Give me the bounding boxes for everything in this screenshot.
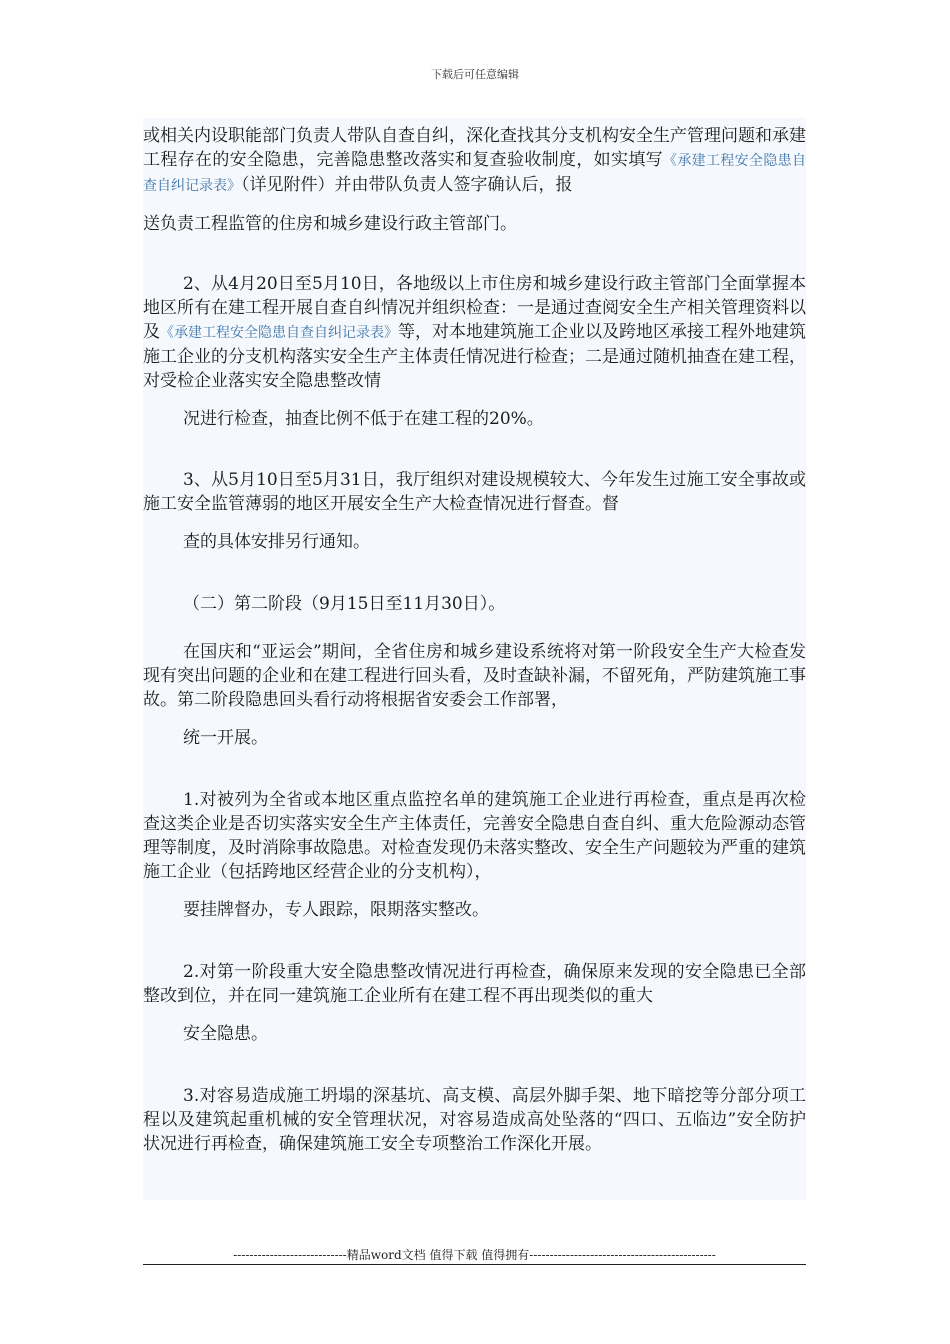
paragraph-8-text: 3.对容易造成施工坍塌的深基坑、高支模、高层外脚手架、地下暗挖等分部分项工程以及建筑起重机械的安全管理状况，对容易造成高处坠落的“四口、五临边”安全防护状况进行再检查，确保建筑施工安全专项整治工作深化开展。	[143, 1086, 806, 1154]
paragraph-7-text: 2.对第一阶段重大安全隐患整改情况进行再检查，确保原来发现的安全隐患已全部整改到位，并在同一建筑施工企业所有在建工程不再出现类似的重大	[143, 962, 806, 1006]
paragraph-2-last-line: 况进行检查，抽查比例不低于在建工程的20%。	[183, 409, 544, 429]
paragraph-1	[143, 124, 806, 236]
page-header: 下载后可任意编辑	[431, 68, 519, 81]
paragraph-5	[143, 640, 806, 750]
paragraph-5-last-line: 统一开展。	[183, 728, 268, 748]
paragraph-2-after-link: 等，对本地建筑施工企业以及跨地区承接工程外地建筑施工企业的分支机构落实安全生产主体责任情况进行检查；二是通过随机抽查在建工程，对受检企业落实安全隐患整改情	[143, 322, 806, 391]
paragraph-2-text: 2、从4月20日至5月10日，各地级以上市住房和城乡建设行政主管部门全面掌握本地区所有在建工程开展自查自纠情况并组织检查：一是通过查阅安全生产相关管理资料以及	[143, 274, 806, 342]
footer-divider	[143, 1264, 806, 1265]
section-heading-text: （二）第二阶段（9月15日至11月30日）。	[183, 594, 506, 614]
paragraph-3-last-line: 查的具体安排另行通知。	[183, 532, 370, 552]
record-form-link-2[interactable]: 《承建工程安全隐患自查自纠记录表》	[160, 325, 398, 341]
paragraph-7	[143, 960, 806, 1046]
paragraph-6-last-line: 要挂牌督办，专人跟踪，限期落实整改。	[183, 900, 489, 920]
paragraph-3-text: 3、从5月10日至5月31日，我厅组织对建设规模较大、今年发生过施工安全事故或施工安全监管薄弱的地区开展安全生产大检查情况进行督查。督	[143, 470, 806, 514]
paragraph-8	[143, 1084, 806, 1156]
paragraph-6-text: 1.对被列为全省或本地区重点监控名单的建筑施工企业进行再检查，重点是再次检查这类企业是否切实落实安全生产主体责任，完善安全隐患自查自纠、重大危险源动态管理等制度，及时消除事故隐患。对检查发现仍未落实整改、安全生产问题较为严重的建筑施工企业（包括跨地区经营企业的分支机构），	[143, 790, 806, 882]
page-footer: ----------------------------精品word文档 值得下载 值得拥有----------------------------------------------	[233, 1248, 716, 1262]
paragraph-1-text: 或相关内设职能部门负责人带队自查自纠，深化查找其分支机构安全生产管理问题和承建工程存在的安全隐患，完善隐患整改落实和复查验收制度，如实填写	[143, 126, 806, 170]
document-body	[143, 118, 806, 1200]
section-heading-stage-2	[143, 592, 806, 616]
paragraph-5-text: 在国庆和“亚运会”期间，全省住房和城乡建设系统将对第一阶段安全生产大检查发现有突出问题的企业和在建工程进行回头看，及时查缺补漏，不留死角，严防建筑施工事故。第二阶段隐患回头看行动将根据省安委会工作部署，	[143, 642, 806, 710]
paragraph-6	[143, 788, 806, 922]
paragraph-2	[143, 272, 806, 431]
record-form-link[interactable]: 《承建工程安全隐患自查自纠记录表》	[143, 153, 806, 194]
paragraph-7-last-line: 安全隐患。	[183, 1024, 268, 1044]
paragraph-1-after-link: （详见附件）并由带队负责人签字确认后，报	[241, 175, 573, 195]
paragraph-3	[143, 468, 806, 554]
paragraph-1-last-line: 送负责工程监管的住房和城乡建设行政主管部门。	[143, 214, 517, 234]
